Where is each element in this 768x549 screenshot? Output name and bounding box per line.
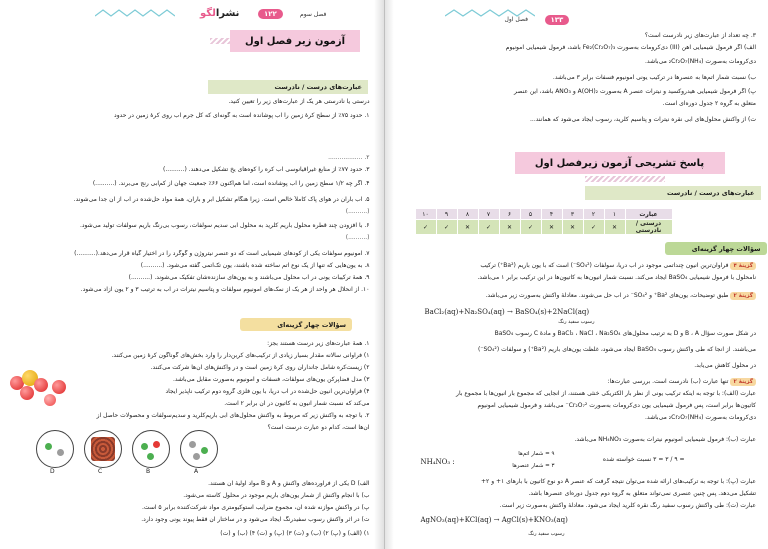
page-number: ۱۳۳ bbox=[545, 15, 570, 25]
statement: ت) از واکنش محلول‌های آبی نقره نیترات و پتاسیم کلرید، رسوب ایجاد می‌شود که همانند... bbox=[530, 116, 756, 123]
equation-note: رسوب سفید رنگ bbox=[558, 319, 595, 325]
mc-option: ۳) مدل فضاپرکن یون‌های سولفات، فسفات و آمونیوم به‌صورت مقابل می‌باشد. bbox=[172, 376, 370, 383]
tf-item: ۶. با افزودن چند قطره محلول باریم کلرید به محلول آبی سدیم سولفات، رسوب بی‌رنگ باریم سولفات تولید می‌شود. bbox=[79, 222, 370, 229]
equation-2-frac-top: ۹ = شمار اتم‌ها bbox=[518, 451, 555, 457]
tf-item: ۵. آب باران در هوای پاک کاملاً خالص است. زیرا هنگام تشکیل ابر و باران، همهٔ مواد حل‌شده در آب از آن جدا می‌شوند. bbox=[73, 196, 370, 203]
answer-text: عبارت (ت): طی واکنش رسوب سفید رنگ نقره کلرید ایجاد می‌شود. معادلهٔ واکنش به‌صورت زیر است. bbox=[499, 502, 756, 509]
table-number: ۱ bbox=[604, 209, 625, 220]
question: ۳. چه تعداد از عبارت‌های زیر نادرست است؟ bbox=[644, 32, 756, 39]
equation-2-frac-bot: ۳ = شمار عنصرها bbox=[512, 463, 555, 469]
table-value-label: درستی / نادرستی bbox=[625, 220, 672, 235]
mc-section-header: سؤالات چهار گزینه‌ای bbox=[665, 242, 767, 255]
chapter-label: فصل سوم bbox=[300, 11, 327, 18]
header-zigzag-ornament bbox=[95, 8, 175, 18]
tf-answer-table bbox=[415, 208, 673, 235]
table-value: ✕ bbox=[604, 220, 625, 235]
table-value: ✓ bbox=[415, 220, 436, 235]
tf-item: ۹. همهٔ ترکیبات یونی در آب محلول می‌باشند و به یون‌های سازنده‌شان تفکیک می‌شوند. (..........) bbox=[128, 274, 370, 281]
mc-options: ۱) (الف) و (پ) ۲) (ب) و (ت) ۳) (پ) و (ت) ۴) (ب) و (ت) bbox=[220, 530, 370, 537]
mc-section-header: سؤالات چهار گزینه‌ای bbox=[240, 318, 352, 331]
tf-item: ۳. حدود ۷۷٪ از منابع غیرآقیانوسی آب کره را کوه‌های یخ تشکیل می‌دهند. (..........) bbox=[163, 166, 370, 173]
mc-question: ۲. با توجه به واکنش زیر که مربوط به واکنش محلول‌های آبی باریم‌کلرید و سدیم‌سولفات و محصولات حاصل از bbox=[96, 412, 370, 419]
answer-text: دی‌کرومات به‌صورت (NH₄)₂Cr₂O₇ می‌باشد. bbox=[645, 414, 756, 421]
mc-option: ۴) فراوان‌ترین آنیون حل‌شده در آب دریا، با یون فلزی گروه دوم ترکیب ناپذیر ایجاد bbox=[165, 388, 370, 395]
chapter-label: فصل اول bbox=[504, 16, 528, 23]
table-number: ۷ bbox=[478, 209, 499, 220]
equation-3: AgNO₃(aq)+KCl(aq) → AgCl(s)+KNO₃(aq) bbox=[420, 516, 568, 524]
right-page bbox=[384, 0, 768, 549]
mc-statement: الف) D یکی از فراورده‌های واکنش و A و B مواد اولیهٔ آن هستند. bbox=[208, 480, 370, 487]
option-tag: گزینهٔ ۴ bbox=[730, 262, 756, 270]
answer-text: تشکیل می‌دهد. پس چنین عنصری نمی‌تواند متعلق به گروه دوم جدول دوره‌ای عنصرها باشد. bbox=[528, 490, 756, 497]
table-value: ✓ bbox=[520, 220, 541, 235]
table-value: ✕ bbox=[499, 220, 520, 235]
tf-item: ۱۰. از انحلال هر واحد از هر یک از نمک‌های آمونیوم سولفات و پتاسیم نیترات در آب به ترتیب ۳ و ۲ یون آزاد می‌شود. bbox=[80, 286, 370, 293]
table-number: ۹ bbox=[436, 209, 457, 220]
beaker-d bbox=[36, 430, 74, 468]
beaker-label: B bbox=[146, 468, 151, 475]
tf-item: (..........) bbox=[345, 208, 370, 215]
table-number: ۳ bbox=[562, 209, 583, 220]
answer-text: عبارت (ب): فرمول شیمیایی آمونیوم نیترات به‌صورت NH₄NO₃ می‌باشد. bbox=[574, 436, 756, 443]
tf-item: (..........) bbox=[345, 234, 370, 241]
equation-2-lhs: NH₄NO₃ : bbox=[420, 458, 455, 466]
statement: الف) اگر فرمول شیمیایی آهن (III) دی‌کرومات به‌صورت Fe₂(Cr₂O₇)₃ باشد، فرمول شیمیایی آمونیوم bbox=[505, 44, 756, 51]
beaker-label: A bbox=[194, 468, 199, 475]
tf-item: ۷. آمونیوم سولفات یکی از کودهای شیمیایی است که دو عنصر نیتروژن و گوگرد را در اختیار گیاه قرار می‌دهد.(..........) bbox=[74, 250, 370, 257]
table-value: ✓ bbox=[478, 220, 499, 235]
mc-statement: ب) با انجام واکنش از شمار یون‌های باریم موجود در محلول کاسته می‌شود. bbox=[183, 492, 370, 499]
table-number: ۲ bbox=[583, 209, 604, 220]
mc-statement: ت) در اثر واکنش رسوب سفیدرنگ ایجاد می‌شود و در ساختار آن فقط پیوند یونی وجود دارد. bbox=[141, 516, 370, 523]
table-value: ✓ bbox=[583, 220, 604, 235]
table-number: ۱۰ bbox=[415, 209, 436, 220]
answer-text: نامحلول با فرمول شیمیایی BaSO₄ ایجاد می‌کند. نسبت شمار آنیون‌ها به کاتیون‌ها در این ترکیب برابر ۱ می‌باشد. bbox=[477, 274, 756, 281]
title-hatch bbox=[210, 38, 230, 44]
mc-option: ۲) زیست‌کره شامل جانداران روی کرهٔ زمین است و در واکنش‌های آن‌ها شرکت می‌کنند. bbox=[150, 364, 370, 371]
table-number: ۸ bbox=[457, 209, 478, 220]
tf-item: ۴. اگر چه ۱/۲ سطح زمین را آب پوشانده است، اما هم‌اکنون ۶۶٪ جمعیت جهان از کم‌آبی رنج می‌برند. (..........) bbox=[92, 180, 370, 187]
statement: ب) نسبت شمار اتم‌ها به عنصرها در ترکیب یونی آمونیوم فسفات برابر ۳ می‌باشد. bbox=[552, 74, 756, 81]
mc-statement: پ) در واکنش موازنه شده آن، مجموع ضرایب استوکیومتری مواد شرکت‌کننده برابر ۵ است. bbox=[142, 504, 370, 511]
page-number: ۱۲۲ bbox=[258, 9, 283, 19]
equation-note: رسوب سفید رنگ bbox=[528, 531, 565, 537]
answers-title: پاسخ تشریحی آزمون زیرفصل اول bbox=[515, 152, 725, 174]
answer-text: می‌باشند. از آنجا که طی واکنش رسوب BaSO₄ ایجاد می‌شود، غلظت یون‌های باریم (Ba²⁺) و سولفات (SO₄²⁻) bbox=[477, 346, 756, 353]
statement: دی‌کرومات به‌صورت (NH₄)₂Cr₂O₇ می‌باشد. bbox=[645, 58, 756, 65]
tf-item: ۲. .................. bbox=[328, 154, 370, 161]
option-tag: گزینهٔ ۲ bbox=[730, 292, 756, 300]
statement: متعلق به گروه ۲ جدول دوره‌ای است. bbox=[662, 100, 756, 107]
answer-text: گزینهٔ ۴فراوان‌ترین آنیون چنداتمی موجود در آب دریا، سولفات (SO₄²⁻) است که با یون باریم (Ba²⁺) ترکیب bbox=[406, 262, 756, 270]
statement: پ) اگر فرمول شیمیایی هیدروکسید و نیترات عنصر A به‌صورت A(OH)₂ و ANO₃ باشد، این عنصر bbox=[514, 88, 756, 95]
answer-text: گزینهٔ ۲تنها عبارت (ب) نادرست است. بررسی عبارت‌ها: bbox=[406, 378, 756, 386]
option-tag: گزینهٔ ۲ bbox=[730, 378, 756, 386]
answer-text: در شکل صورت سؤال B ، A و D به ترتیب محلول‌های BaCl₂ ، NaCl ، Na₂SO₄ و مادهٔ C رسوب BaSO₄ bbox=[494, 330, 756, 337]
table-value: ✕ bbox=[541, 220, 562, 235]
answer-text: عبارت (پ): با توجه به ترکیب‌های ارائه شده می‌توان نتیجه گرفت که عنصر A دو نوع کاتیون با بارهای ۱+ و ۲+ bbox=[481, 478, 756, 485]
answer-text: در محلول کاهش می‌یابد. bbox=[694, 362, 756, 369]
table-value: ✕ bbox=[457, 220, 478, 235]
table-number: ۶ bbox=[499, 209, 520, 220]
answer-text: گزینهٔ ۲طبق توضیحات، یون‌های Ba²⁺ و SO₄²⁻ در آب حل می‌شوند. معادلهٔ واکنش به‌صورت زیر می‌باشد. bbox=[406, 292, 756, 300]
beaker-c bbox=[84, 430, 122, 468]
mc-option: ۱) فراوانی سالانه مقدار بسیار زیادی از ترکیب‌های کربن‌دار را وارد بخش‌های گوناگون کرهٔ زمین می‌کنند. bbox=[111, 352, 370, 359]
table-number: ۵ bbox=[520, 209, 541, 220]
beaker-label: C bbox=[98, 468, 103, 475]
tf-item: ۸. به یون‌هایی که تنها از یک نوع اتم ساخته شده باشند، یون تک‌اتمی گفته می‌شود. (..........) bbox=[140, 262, 370, 269]
equation-2-ratio: = ۹ / ۳ = ۳ نسبت خواسته شده bbox=[602, 456, 685, 463]
table-number: ۴ bbox=[541, 209, 562, 220]
answer-text: عبارت (الف): با توجه به اینکه ترکیب یونی از نظر بار الکتریکی خنثی هستند، از آنجایی که مجموع بار آنیون‌ها با مجموع بار bbox=[456, 390, 756, 397]
mc-question: آن‌ها است، کدام دو عبارت درست است؟ bbox=[267, 424, 370, 431]
page-title: آزمون زیر فصل اول bbox=[230, 30, 360, 52]
table-header-label: عبارت bbox=[625, 209, 672, 220]
beaker-a bbox=[180, 430, 218, 468]
beaker-label: D bbox=[50, 468, 55, 475]
mc-option: می‌کند که نسبت شمار آنیون به کاتیون در آن برابر ۲ است. bbox=[224, 400, 370, 407]
tf-instruction: درستی یا نادرستی هر یک از عبارت‌های زیر را تعیین کنید. bbox=[228, 98, 370, 105]
table-value: ✓ bbox=[436, 220, 457, 235]
tf-section-header: عبارت‌های درست / نادرست bbox=[585, 186, 761, 200]
tf-item: ۱. حدود ۷۵٪ از سطح کرهٔ زمین را آب پوشانده است به گونه‌ای که کل جرم آب روی کرهٔ زمین در حدود bbox=[114, 112, 370, 119]
tf-section-header: عبارت‌های درست / نادرست bbox=[208, 80, 368, 94]
beaker-b bbox=[132, 430, 170, 468]
title-hatch bbox=[585, 176, 665, 182]
answer-text: کاتیون‌ها برابر است، پس فرمول شیمیایی یون دی‌کرومات به‌صورت Cr₂O₇²⁻ می‌باشد و فرمول شیمیایی آمونیوم bbox=[477, 402, 756, 409]
mc-question: ۱. همهٔ عبارت‌های زیر درست هستند بجز: bbox=[267, 340, 370, 347]
publisher-logo: نشرالگو bbox=[200, 8, 240, 19]
equation-1: BaCl₂(aq)+Na₂SO₄(aq) → BaSO₄(s)+2NaCl(aq) bbox=[424, 308, 590, 316]
table-value: ✕ bbox=[562, 220, 583, 235]
